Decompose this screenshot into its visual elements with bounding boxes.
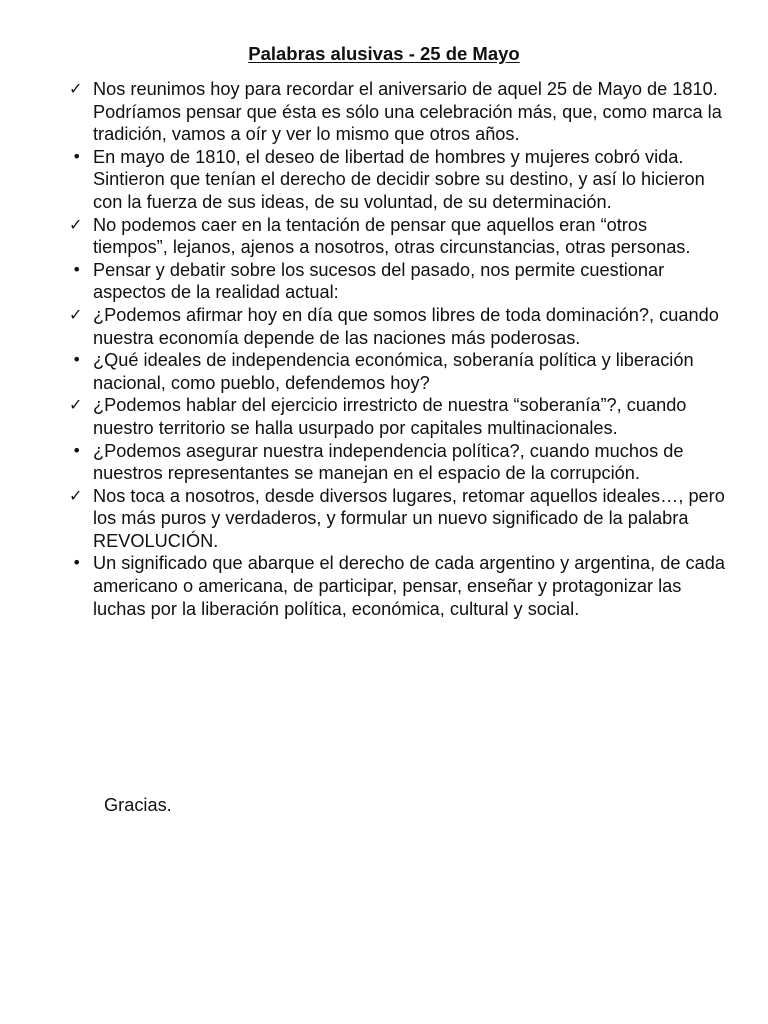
list-item-text: ¿Qué ideales de independencia económica, soberanía política y liberación nacional, como pueblo, defendemos hoy? — [93, 350, 694, 393]
document-title: Palabras alusivas - 25 de Mayo — [248, 43, 520, 64]
checkmark-icon: ✓ — [69, 395, 83, 415]
list-item-text: Nos toca a nosotros, desde diversos lugares, retomar aquellos ideales…, pero los más puros y verdaderos, y formular un nuevo significado de la palabra REVOLUCIÓN. — [93, 485, 725, 551]
list-item — [0, 552, 725, 620]
list-item-text: En mayo de 1810, el deseo de libertad de hombres y mujeres cobró vida. Sintieron que tenían el derecho de decidir sobre su destino, y así lo hicieron con la fuerza de sus ideas, de su voluntad, de su determinación. — [93, 146, 705, 212]
checkmark-icon: ✓ — [69, 79, 83, 98]
bullet-icon: • — [72, 259, 82, 279]
list-item-text: ¿Podemos afirmar hoy en día que somos libres de toda dominación?, cuando nuestra economía depende de las naciones más poderosas. — [93, 304, 719, 348]
list-item — [0, 259, 725, 304]
list-item — [0, 304, 725, 349]
list-item-text: ¿Podemos asegurar nuestra independencia política?, cuando muchos de nuestros representantes se manejan en el espacio de la corrupción. — [93, 440, 684, 484]
bullet-icon: • — [72, 146, 82, 166]
bullet-icon: • — [72, 350, 82, 370]
list-item-text: ¿Podemos hablar del ejercicio irrestricto de nuestra “soberanía”?, cuando nuestro territorio se halla usurpado por capitales multinacionales. — [93, 395, 687, 438]
list-item — [0, 78, 725, 146]
list-item — [0, 485, 725, 553]
bullet-icon: • — [72, 440, 82, 460]
bullet-icon: • — [72, 553, 82, 573]
list-item-text: Pensar y debatir sobre los sucesos del pasado, nos permite cuestionar aspectos de la realidad actual: — [93, 259, 665, 303]
list-item-text: No podemos caer en la tentación de pensar que aquellos eran “otros tiempos”, lejanos, ajenos a nosotros, otras circunstancias, otras personas. — [93, 214, 691, 258]
checkmark-icon: ✓ — [69, 214, 83, 234]
list-item — [0, 146, 725, 214]
closing-text: Gracias. — [104, 795, 172, 815]
list-item — [0, 440, 725, 485]
list-item — [0, 214, 725, 259]
list-item-text: Un significado que abarque el derecho de cada argentino y argentina, de cada americano o americana, de participar, pensar, enseñar y protagonizar las luchas por la liberación política, económica, cultural y social. — [93, 553, 725, 619]
list-item — [0, 394, 725, 439]
speech-list — [0, 78, 768, 620]
list-item — [0, 349, 725, 394]
list-item-text: Nos reunimos hoy para recordar el aniversario de aquel 25 de Mayo de 1810. Podríamos pensar que ésta es sólo una celebración más, que, como marca la tradición, vamos a oír y ver lo mismo que otros años. — [93, 79, 722, 145]
checkmark-icon: ✓ — [69, 485, 83, 505]
checkmark-icon: ✓ — [69, 304, 83, 324]
